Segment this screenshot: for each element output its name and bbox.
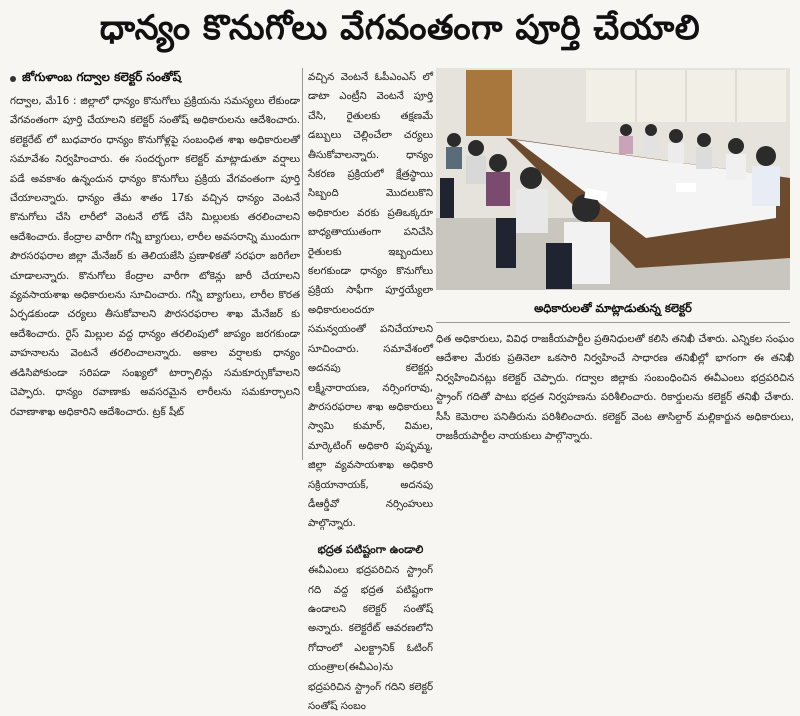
article-column-2 (308, 68, 433, 712)
byline (10, 70, 295, 87)
article-column-3: ధిత అధికారులు, వివిధ రాజకీయపార్టీల ప్రతినిధులతో కలిసి తనిఖీ చేశారు. ఎన్నికల సంఘం ఆదేశాల మేరకు ప్రతినెలా ఒకసారి నిర్వహించే సాధారణ తనిఖీల్లో భాగంగా ఈ తనిఖీ నిర్వహించినట్లు కలెక్టర్ చెప్పారు. గద్వాల జిల్లాకు సంబంధించిన ఈవీఎంలు భద్రపరిచిన స్ట్రాంగ్ గదితో పాటు భద్రత నిర్వహణను పరిశీలించారు. రికార్డులను కలెక్టర్ తనిఖీ చేశారు. సీసీ కెమెరాల పనితీరును పరిశీలించారు. కలెక్టర్ వెంట తాసిల్దార్ మల్లికార్జున అధికారులు, రాజకీయపార్టీల నాయకులు పాల్గొన్నారు. (436, 334, 794, 443)
column-2-top-text: వచ్చిన వెంటనే ఓపీఎంఎస్ లో డాటా ఎంట్రీని వెంటనే పూర్తి చేసి, రైతులకు తక్షణమే డబ్బులు చెల్లించేలా చర్యలు తీసుకోవాలన్నారు. ధాన్యం సేకరణ ప్రక్రియలో క్షేత్రస్థాయి సిబ్బంది మొదలుకొని అధికారుల వరకు ప్రతిఒక్కరూ బాధ్యతాయుతంగా పనిచేసి రైతులకు ఇబ్బందులు కలగకుండా ధాన్యం కొనుగోలు ప్రక్రియ సాఫీగా పూర్తయ్యేలా అధికారులందరూ సమన్వయంతో పనిచేయాలని సూచించారు. సమావేశంలో అదనపు కలెక్టర్లు లక్ష్మీనారాయణ, నర్సింగరావు, పౌరసరఫరాల శాఖ అధికారులు స్వామి కుమార్, విమల, మార్కెటింగ్ అధికారి పుష్పమ్మ, జిల్లా వ్యవసాయశాఖ అధికారి సక్రియానాయక్, అదనపు డీఆర్డీవో నర్సింహులు పాల్గొన్నారు. (308, 72, 433, 530)
byline-text: జోగుళాంబ గద్వాల కలెక్టర్ సంతోష్ (22, 70, 182, 84)
bullet-icon (10, 76, 16, 82)
meeting-photo-illustration (436, 68, 790, 290)
meeting-photo (436, 68, 790, 290)
article-column-1: గద్వాల, మే16 : జిల్లాలో ధాన్యం కొనుగోలు ప్రక్రియను సమస్యలు లేకుండా వేగవంతంగా పూర్తి చేయాలని కలెక్టర్ సంతోష్ అధికారులను ఆదేశించారు. కలెక్టరేట్ లో బుధవారం ధాన్యం కొనుగోళ్లపై సంబంధిత శాఖ అధికారులతో సమావేశం నిర్వహించారు. ఈ సందర్భంగా కలెక్టర్ మాట్లాడుతూ వర్షాలు పడే అవకాశం ఉన్నందున ధాన్యం కొనుగోలు ప్రక్రియ వేగవంతంగా పూర్తి చేయాలన్నారు. ధాన్యం తేమ శాతం 17కు వచ్చిన ధాన్యం వెంటనే కొనుగోలు చేసి లారీలో వెంటనే లోడ్ చేసి మిల్లులకు తరలించాలని ఆదేశించారు. కేంద్రాల వారీగా గన్నీ బ్యాగులు, లారీల అవసరాన్ని ముందుగా పౌరసరఫరాల జిల్లా మేనేజర్ కు తెలియజేసి ప్రణాళికతో సరఫరా జరిగేలా చూడాలన్నారు. కొనుగోలు కేంద్రాల వారీగా టోకెన్లు జారీ చేయాలని వ్యవసాయశాఖ అధికారులను సూచించారు. గన్నీ బ్యాగులు, లారీల కొరత ఏర్పడకుండా చర్యలు తీసుకోవాలని పౌరసరఫరాల శాఖ మేనేజర్ కు ఆదేశించారు. రైస్ మిల్లుల వద్ద ధాన్యం తరలింపులో జాప్యం జరగకుండా వాహనాలను వెంటనే తరలించాలన్నారు. అకాల వర్షాలకు ధాన్యం తడిసిపోకుండా సరిపడా సంఖ్యలో టార్పాలిన్లు సమకూర్చుకోవాలని చెప్పారు. ధాన్యం రవాణాకు అవసరమైన లారీలను సమకూర్చాలని రవాణాశాఖ అధికారిని ఆదేశించారు. ట్రక్ షీట్ (10, 96, 300, 418)
headline: ధాన్యం కొనుగోలు వేగవంతంగా పూర్తి చేయాలి (99, 8, 701, 48)
column-2-bottom-text: ఈవీఎంలు భద్రపరిచిన స్ట్రాంగ్ గది వద్ద భద్రత పటిష్టంగా ఉండాలని కలెక్టర్ సంతోష్ అన్నారు. కలెక్టరేట్ ఆవరణలోని గోదాంలో ఎలక్ట్రానిక్ ఓటింగ్ యంత్రాల(ఈవీఎం)ను భద్రపరిచిన స్ట్రాంగ్ గదిని కలెక్టర్ సంతోష్ సంబం (308, 565, 433, 712)
subheading: భద్రత పటిష్టంగా ఉండాలి (317, 542, 424, 556)
column-divider (302, 68, 303, 460)
photo-caption: అధికారులతో మాట్లాడుతున్న కలెక్టర్ (436, 296, 790, 323)
